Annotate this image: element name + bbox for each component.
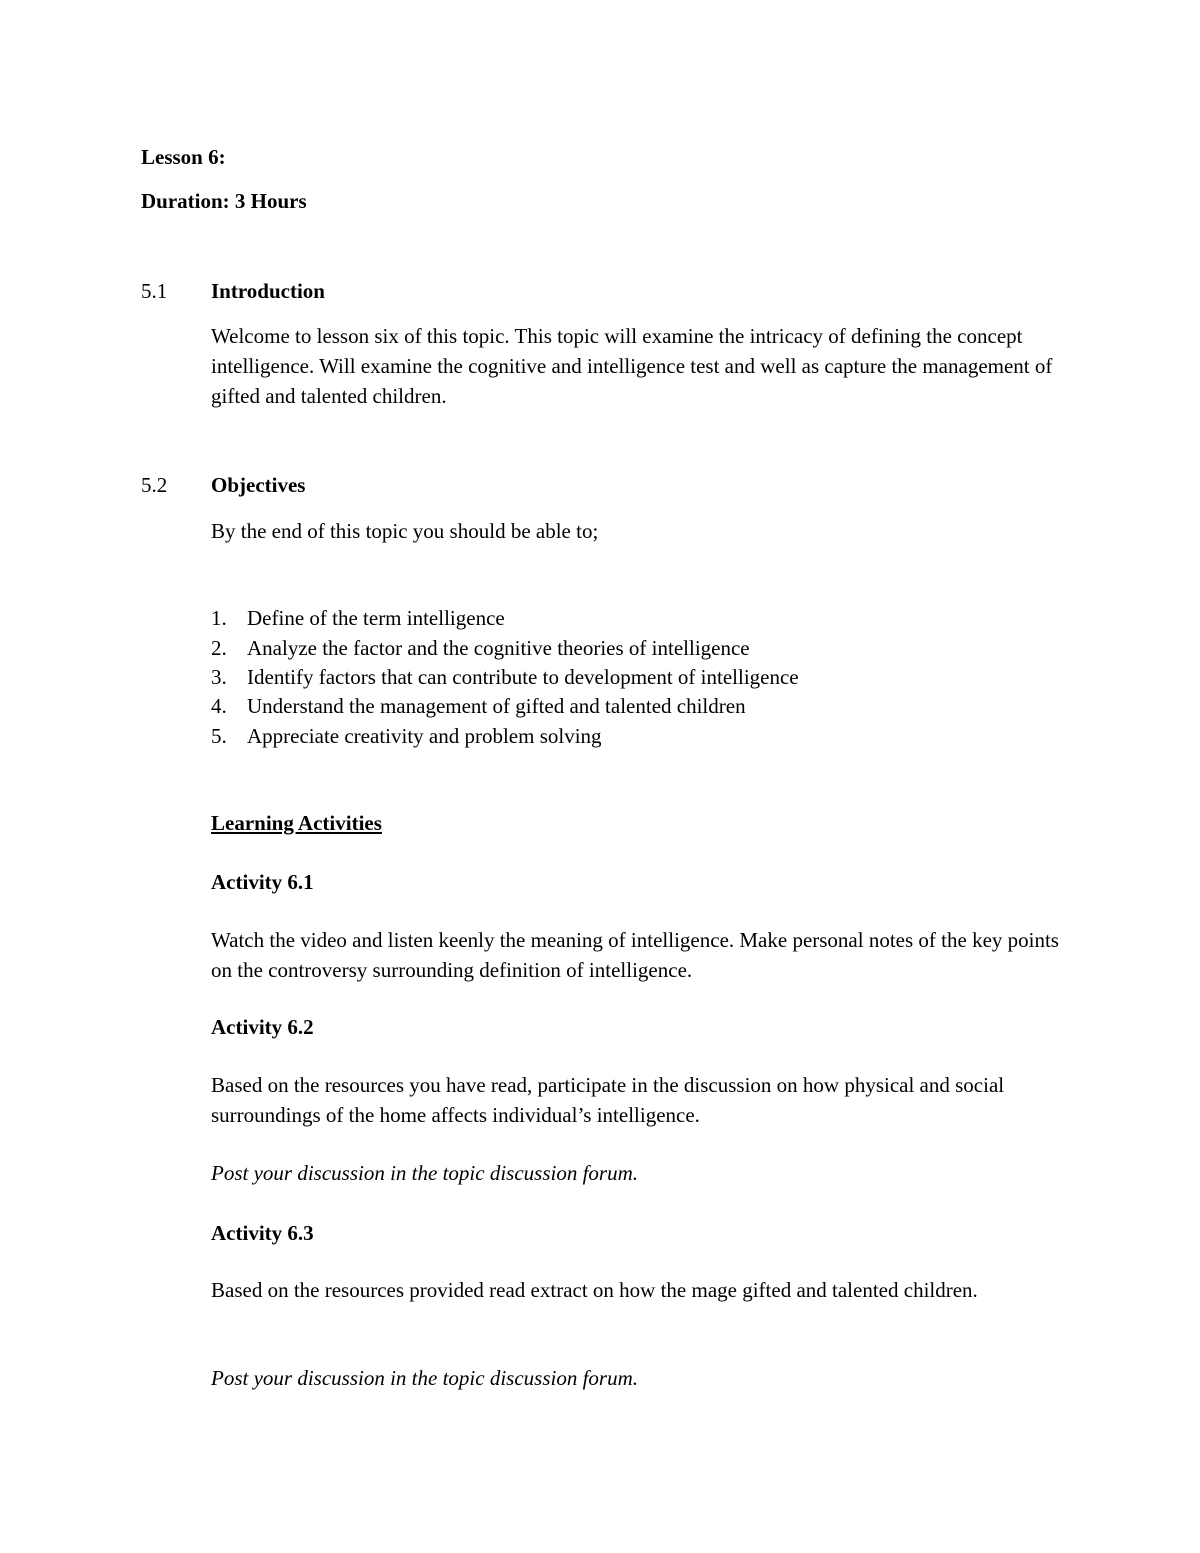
activity-title: Activity 6.2 bbox=[211, 1015, 314, 1039]
list-item-number: 2. bbox=[211, 636, 227, 660]
list-item-text: Define of the term intelligence bbox=[247, 606, 505, 630]
list-item-number: 1. bbox=[211, 606, 227, 630]
section-title-objectives: Objectives bbox=[211, 473, 306, 497]
activity-text: Watch the video and listen keenly the meaning of intelligence. Make personal notes of the key points on the controversy surrounding definition of intelligence. bbox=[211, 928, 1059, 982]
activity-title: Activity 6.3 bbox=[211, 1221, 314, 1245]
list-item-text: Analyze the factor and the cognitive theories of intelligence bbox=[247, 636, 750, 660]
list-item-text: Identify factors that can contribute to development of intelligence bbox=[247, 665, 799, 689]
section-number: 5.1 bbox=[141, 279, 168, 303]
learning-activities-heading: Learning Activities bbox=[211, 811, 382, 835]
list-item-number: 4. bbox=[211, 694, 227, 718]
section-number: 5.2 bbox=[141, 473, 168, 497]
activity-text: Based on the resources you have read, participate in the discussion on how physical and social surroundings of the home affects individual’s intelligence. bbox=[211, 1073, 1005, 1127]
list-item-text: Understand the management of gifted and talented children bbox=[247, 694, 746, 718]
lesson-title: Lesson 6: bbox=[141, 145, 226, 169]
activity-note: Post your discussion in the topic discussion forum. bbox=[211, 1366, 638, 1390]
list-item-number: 3. bbox=[211, 665, 227, 689]
section-title-introduction: Introduction bbox=[211, 279, 325, 303]
list-item-text: Appreciate creativity and problem solving bbox=[247, 724, 602, 748]
objectives-intro: By the end of this topic you should be able to; bbox=[211, 519, 599, 543]
list-item-number: 5. bbox=[211, 724, 227, 748]
introduction-paragraph: Welcome to lesson six of this topic. This topic will examine the intricacy of defining the concept intelligence. Will examine the cognitive and intelligence test and well as capture the management of gifted and talented children. bbox=[211, 324, 1053, 408]
activity-title: Activity 6.1 bbox=[211, 870, 314, 894]
lesson-duration: Duration: 3 Hours bbox=[141, 189, 307, 213]
activity-note: Post your discussion in the topic discussion forum. bbox=[211, 1161, 638, 1185]
activity-text: Based on the resources provided read extract on how the mage gifted and talented children. bbox=[211, 1278, 978, 1302]
